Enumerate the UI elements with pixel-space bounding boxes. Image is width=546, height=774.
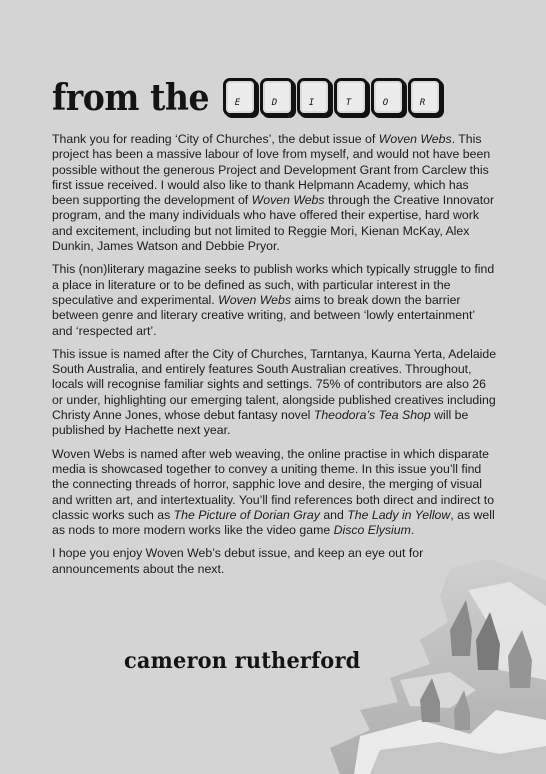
letter-body — [52, 132, 498, 585]
body-paragraph — [52, 262, 498, 338]
key-cap — [223, 78, 257, 116]
key-cap — [371, 78, 405, 116]
key-cap — [260, 78, 294, 116]
text-run: Woven Webs is named after web weaving, the online practise in which disparate media is showcased together to convey a uniting theme. In this issue you’ll find the connecting threads of horror, sapphic love and desire, the merging of visual and written art, and intertextuality. You’ll find references both direct and indirect to classic works such as — [52, 446, 495, 522]
text-run: . This project has been a massive labour of love from myself, and would not have been possible without the generous Project and Development Grant from Carclew this first issue received. I would also like to thank Helpmann Academy, which has been supporting the development of — [52, 132, 491, 208]
key-letter: I — [308, 98, 315, 108]
italic-title: Woven Webs — [218, 292, 292, 307]
header-lead-text: from the — [52, 77, 210, 119]
body-paragraph — [52, 132, 498, 254]
text-run: This (non)literary magazine seeks to publish works which typically struggle to find a place in literature or to be defined as such, with particular interest in the speculative and experimental. — [52, 262, 495, 307]
key-letter: E — [234, 98, 241, 108]
text-run: . — [410, 523, 415, 538]
torn-paper-church-collage — [300, 560, 546, 774]
key-cap — [297, 78, 331, 116]
text-run: will be published by Hachette next year. — [52, 408, 469, 438]
text-run: and — [319, 507, 348, 522]
italic-title: The Picture of Dorian Gray — [173, 507, 320, 522]
italic-title: The Lady in Yellow — [347, 507, 451, 522]
text-run: aims to break down the barrier between genre and literary creative writing, and between ‘lowly entertainment’ and ‘respected art’. — [52, 292, 475, 338]
text-run: I hope you enjoy Woven Web’s debut issue, and keep an eye out for announcements about the next. — [52, 546, 424, 576]
key-letter: O — [382, 98, 389, 108]
signature: cameron rutherford — [124, 648, 361, 674]
text-run: , as well as nods to more modern works like the video game — [52, 507, 495, 538]
text-run: Thank you for reading ‘City of Churches’, the debut issue of — [52, 132, 379, 146]
keyboard-keys-title — [223, 78, 442, 116]
key-cap — [334, 78, 368, 116]
italic-title: Woven Webs — [378, 132, 452, 146]
italic-title: Woven Webs — [251, 193, 325, 208]
text-run: This issue is named after the City of Churches, Tarntanya, Kaurna Yerta, Adelaide South Australia, and entirely features South Australian creatives. Throughout, locals will recognise familiar sights and settings. 75% of contributors are also 26 or under, highlighting our emerging talent, alongside published creatives including Christy Anne Jones, whose debut fantasy novel — [52, 346, 497, 423]
page-header — [52, 70, 442, 119]
text-run: through the Creative Innovator program, and the many individuals who have offered their expertise, hard work and excitement, including but not limited to Reggie Mori, Kienan McKay, Alex Dunkin, James Watson and Debbie Pryor. — [52, 193, 495, 254]
key-letter: T — [345, 98, 352, 108]
body-paragraph — [52, 347, 498, 439]
key-letter: R — [419, 98, 426, 108]
italic-title: Disco Elysium — [333, 523, 411, 538]
key-letter: D — [271, 98, 278, 108]
key-cap — [408, 78, 442, 116]
italic-title: Theodora’s Tea Shop — [313, 408, 431, 423]
body-paragraph — [52, 447, 498, 539]
